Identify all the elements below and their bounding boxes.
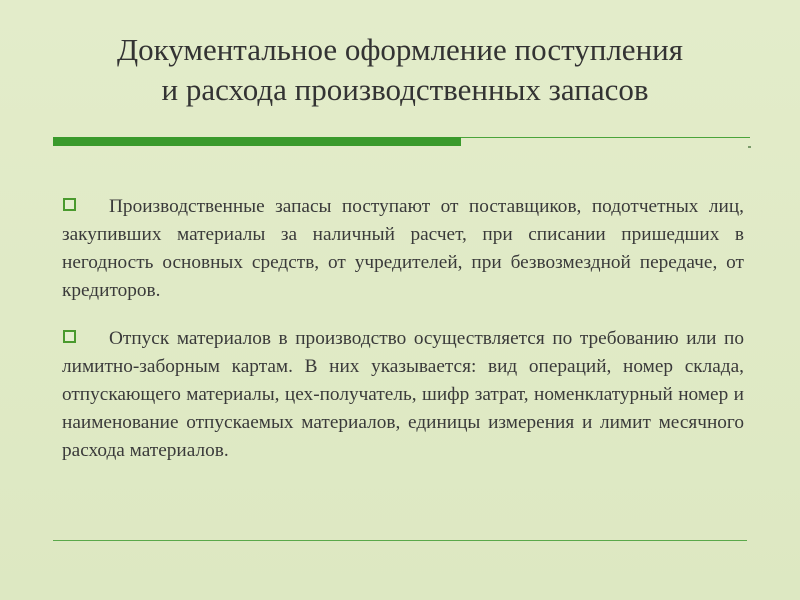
title-line-2: и расхода производственных запасов (161, 72, 649, 107)
paragraph-text: Отпуск материалов в производство осуществляется по требованию или по лимитно-заборным картам. В них указывается: вид операций, номер склада, отпускающего материалы, цех-получатель, шифр затрат, номенклатурный номер и наименование отпускаемых материалов, единицы измерения и лимит месячного расхода материалов. (62, 328, 744, 461)
hollow-square-bullet-icon (63, 198, 76, 211)
slide-title (40, 30, 760, 110)
paragraph-supply-sources (62, 193, 744, 305)
title-underline-thick (53, 137, 461, 146)
footer-rule (53, 540, 747, 541)
paragraph-material-release (62, 325, 744, 465)
title-line-1: Документальное оформление поступления (116, 32, 684, 67)
rule-end-mark (748, 146, 751, 148)
paragraph-text: Производственные запасы поступают от поставщиков, подотчетных лиц, закупивших материалы за наличный расчет, при списании пришедших в негодность основных средств, от учредителей, при безвозмездной передаче, от кредиторов. (62, 196, 744, 301)
content-body (62, 193, 744, 465)
hollow-square-bullet-icon (63, 330, 76, 343)
title-underline-thin (461, 137, 750, 138)
